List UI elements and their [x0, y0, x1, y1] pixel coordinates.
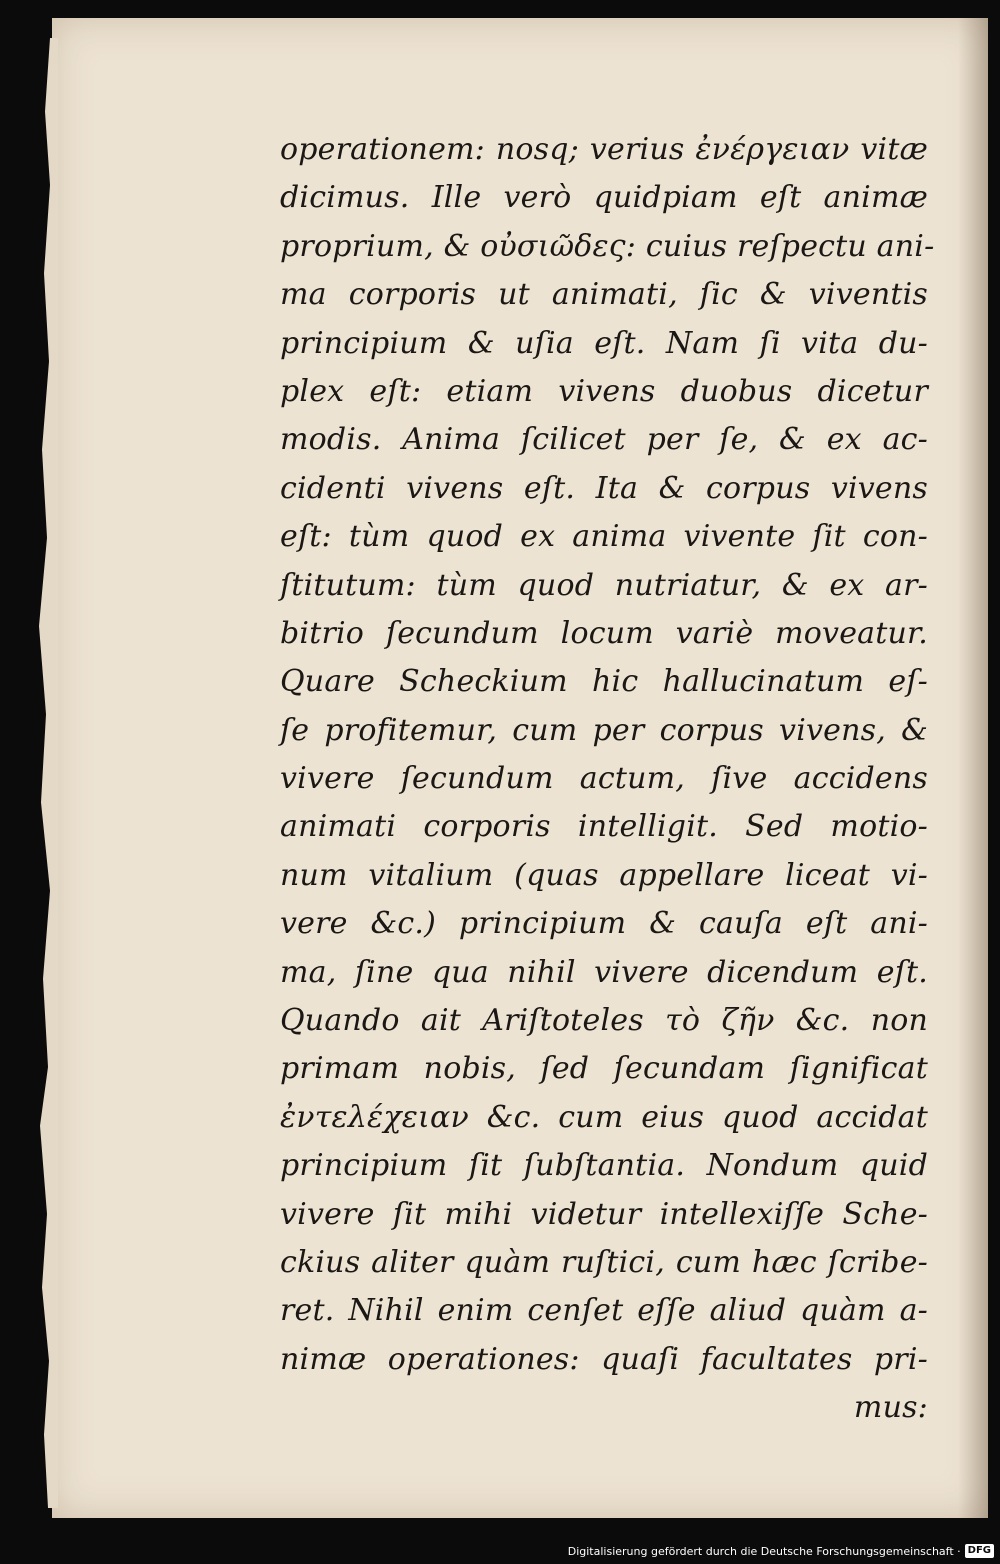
text-line: Quare Scheckium hic hallucinatum eſ- [280, 664, 928, 700]
text-line: Quando ait Ariſtoteles τὸ ζῆν &c. non [280, 1003, 928, 1039]
text-line: dicimus. Ille verò quidpiam eſt animæ [280, 180, 928, 216]
text-line: modis. Anima ſcilicet per ſe, & ex ac- [280, 422, 928, 458]
catchword: mus: [853, 1390, 928, 1426]
text-line: vivere ſit mihi videtur intellexiſſe Sche- [280, 1196, 928, 1232]
text-line: primam nobis, ſed ſecundam ſignificat [280, 1051, 928, 1087]
text-line: vere &c.) principium & cauſa eſt ani- [280, 906, 928, 942]
dfg-logo-icon: DFG [965, 1544, 994, 1558]
text-line: ἐντελέχειαν &c. cum eius quod accidat [280, 1099, 928, 1135]
text-line: animati corporis intelligit. Sed motio- [280, 809, 928, 845]
text-line: ret. Nihil enim cenſet eſſe aliud quàm a- [280, 1293, 928, 1329]
text-line: vivere ſecundum actum, ſive accidens [280, 761, 928, 797]
text-line: principium ſit ſubſtantia. Nondum quid [280, 1148, 928, 1184]
text-line: ſe profitemur, cum per corpus vivens, & [280, 712, 928, 748]
footer [568, 1542, 994, 1560]
text-line: ckius aliter quàm ruſtici, cum hæc ſcribe- [280, 1244, 928, 1280]
text-line: ma, ſine qua nihil vivere dicendum eſt. [280, 954, 928, 990]
text-block [280, 126, 935, 1433]
text-line: nimæ operationes: quaſi facultates pri- [280, 1341, 928, 1377]
text-line: cidenti vivens eſt. Ita & corpus vivens [280, 470, 928, 506]
text-line: proprium, & οὐσιῶδες: cuius reſpectu ani- [280, 228, 935, 264]
text-line: plex eſt: etiam vivens duobus dicetur [280, 373, 928, 409]
text-line: principium & uſia eſt. Nam ſi vita du- [280, 325, 928, 361]
text-line: ſtitutum: tùm quod nutriatur, & ex ar- [280, 567, 928, 603]
text-line: bitrio ſecundum locum variè moveatur. [280, 615, 928, 651]
text-line: operationem: nosq; verius ἐνέργειαν vitæ [280, 132, 928, 167]
text-line: num vitalium (quas appellare liceat vi- [280, 857, 928, 893]
text-line: eſt: tùm quod ex anima vivente ſit con- [280, 519, 928, 555]
book-page [52, 18, 988, 1518]
funding-notice: Digitalisierung gefördert durch die Deutsche Forschungsgemeinschaft · [567, 1544, 961, 1558]
text-line: ma corporis ut animati, ſic & viventis [280, 277, 928, 313]
